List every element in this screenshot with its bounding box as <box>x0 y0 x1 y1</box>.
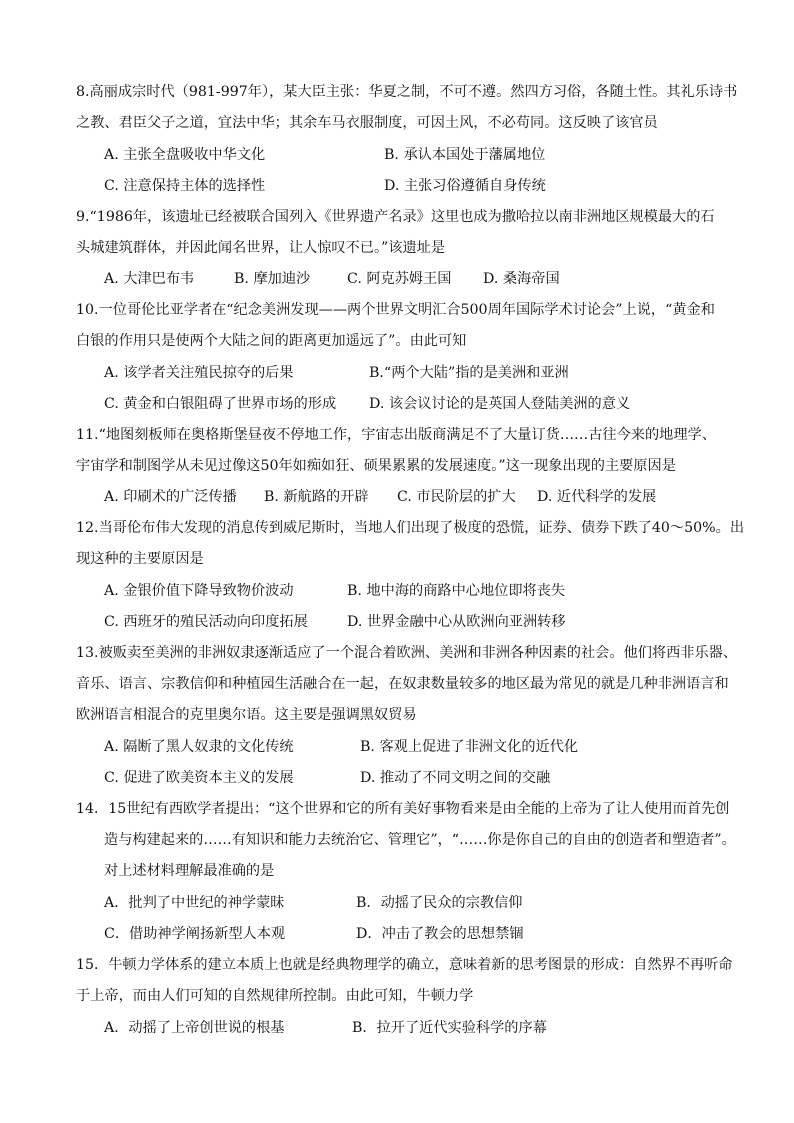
question-13-option-b[interactable]: B. 客观上促进了非洲文化的近代化 <box>360 739 579 755</box>
question-11-option-c[interactable]: C. 市民阶层的扩大 <box>397 489 516 505</box>
question-9-stem-line-1: 9.“1986年，该遗址已经被联合国列入《世界遗产名录》这里也成为撒哈拉以南非洲地区规模最大的石 <box>76 209 715 225</box>
question-14-option-a[interactable]: A．批判了中世纪的神学蒙昧 <box>104 895 285 911</box>
question-15-option-b[interactable]: B．拉开了近代实验科学的序幕 <box>352 1020 547 1036</box>
question-13-stem-line-3: 欧洲语言相混合的克里奥尔语。这主要是强调黑奴贸易 <box>76 707 417 723</box>
question-9-option-d[interactable]: D. 桑海帝国 <box>483 271 560 287</box>
question-14-stem-line-1: 14．15世纪有西欧学者提出：“这个世界和它的所有美好事物看来是由全能的上帝为了让人使用而首先创 <box>76 801 730 817</box>
question-15-option-a[interactable]: A．动摇了上帝创世说的根基 <box>104 1020 285 1036</box>
question-11-stem-line-1: 11.“地图刻板师在奥格斯堡昼夜不停地工作，宇宙志出版商满足不了大量订货……古往今来的地理学、 <box>76 427 716 443</box>
question-11-option-d[interactable]: D. 近代科学的发展 <box>537 489 657 505</box>
question-10-stem-line-2: 白银的作用只是使两个大陆之间的距离更加遥远了”。由此可知 <box>76 333 467 349</box>
question-9-stem-line-2: 头城建筑群体，并因此闻名世界，让人惊叹不已。”该遗址是 <box>76 240 446 256</box>
question-10-option-a[interactable]: A. 该学者关注殖民掠夺的后果 <box>104 365 294 381</box>
question-12-option-d[interactable]: D. 世界金融中心从欧洲向亚洲转移 <box>347 614 566 630</box>
question-13-stem-line-1: 13.被贩卖至美洲的非洲奴隶逐渐适应了一个混合着欧洲、美洲和非洲各种因素的社会。他们将西非乐器、 <box>76 645 738 661</box>
question-12-option-a[interactable]: A. 金银价值下降导致物价波动 <box>104 583 294 599</box>
question-12-stem-line-2: 现这种的主要原因是 <box>76 551 204 567</box>
question-15-stem-line-1: 15．牛顿力学体系的建立本质上也就是经典物理学的确立，意味着新的思考图景的形成：自然界不再听命 <box>76 957 733 973</box>
question-13-stem-line-2: 音乐、语言、宗教信仰和种植园生活融合在一起，在奴隶数量较多的地区最为常见的就是几种非洲语言和 <box>76 676 729 692</box>
question-12-option-b[interactable]: B. 地中海的商路中心地位即将丧失 <box>347 583 566 599</box>
question-8-stem-line-2: 之教、君臣父子之道，宜法中华；其余车马衣服制度，可因土风，不必苟同。这反映了该官员 <box>76 115 658 131</box>
question-13-option-a[interactable]: A. 隔断了黑人奴隶的文化传统 <box>104 739 294 755</box>
question-10-stem-line-1: 10.一位哥伦比亚学者在“纪念美洲发现——两个世界文明汇合500周年国际学术讨论会”上说，“黄金和 <box>76 302 715 318</box>
question-8-option-c[interactable]: C. 注意保持主体的选择性 <box>104 178 266 194</box>
question-9-option-b[interactable]: B. 摩加迪沙 <box>234 271 311 287</box>
question-9-option-a[interactable]: A. 大津巴布韦 <box>104 271 195 287</box>
question-15-stem-line-2: 于上帝，而由人们可知的自然规律所控制。由此可知，牛顿力学 <box>76 988 474 1004</box>
question-12-stem-line-1: 12.当哥伦布伟大发现的消息传到威尼斯时，当地人们出现了极度的恐慌，证券、债券下跌了40～50%。出 <box>76 520 745 536</box>
question-14-stem-line-3: 对上述材料理解最准确的是 <box>104 863 275 879</box>
question-8-option-a[interactable]: A. 主张全盘吸收中华文化 <box>104 147 266 163</box>
question-10-option-c[interactable]: C. 黄金和白银阻碍了世界市场的形成 <box>104 396 337 412</box>
question-12-option-c[interactable]: C. 西班牙的殖民活动向印度拓展 <box>104 614 308 630</box>
question-9-option-c[interactable]: C. 阿克苏姆王国 <box>347 271 452 287</box>
question-14-stem-line-2: 造与构建起来的……有知识和能力去统治它、管理它”，“……你是你自己的自由的创造者和塑造者”。 <box>104 832 736 848</box>
question-14-option-d[interactable]: D．冲击了教会的思想禁锢 <box>356 926 524 942</box>
question-13-option-c[interactable]: C. 促进了欧美资本主义的发展 <box>104 770 294 786</box>
question-10-option-d[interactable]: D. 该会议讨论的是英国人登陆美洲的意义 <box>369 396 631 412</box>
question-13-option-d[interactable]: D. 推动了不同文明之间的交融 <box>360 770 551 786</box>
question-14-option-c[interactable]: C．借助神学阐扬新型人本观 <box>104 926 286 942</box>
question-11-stem-line-2: 宇宙学和制图学从未见过像这50年如痴如狂、硕果累累的发展速度。”这一现象出现的主要原因是 <box>76 458 676 474</box>
question-14-option-b[interactable]: B．动摇了民众的宗教信仰 <box>356 895 523 911</box>
question-8-option-b[interactable]: B. 承认本国处于藩属地位 <box>384 147 546 163</box>
question-8-stem-line-1: 8.高丽成宗时代（981-997年），某大臣主张：华夏之制，不可不遵。然四方习俗，各随土性。其礼乐诗书 <box>76 84 738 100</box>
question-11-option-b[interactable]: B. 新航路的开辟 <box>264 489 369 505</box>
question-10-option-b[interactable]: B.“两个大陆”指的是美洲和亚洲 <box>369 365 569 381</box>
question-8-option-d[interactable]: D. 主张习俗遵循自身传统 <box>384 178 546 194</box>
question-11-option-a[interactable]: A. 印刷术的广泛传播 <box>104 489 237 505</box>
